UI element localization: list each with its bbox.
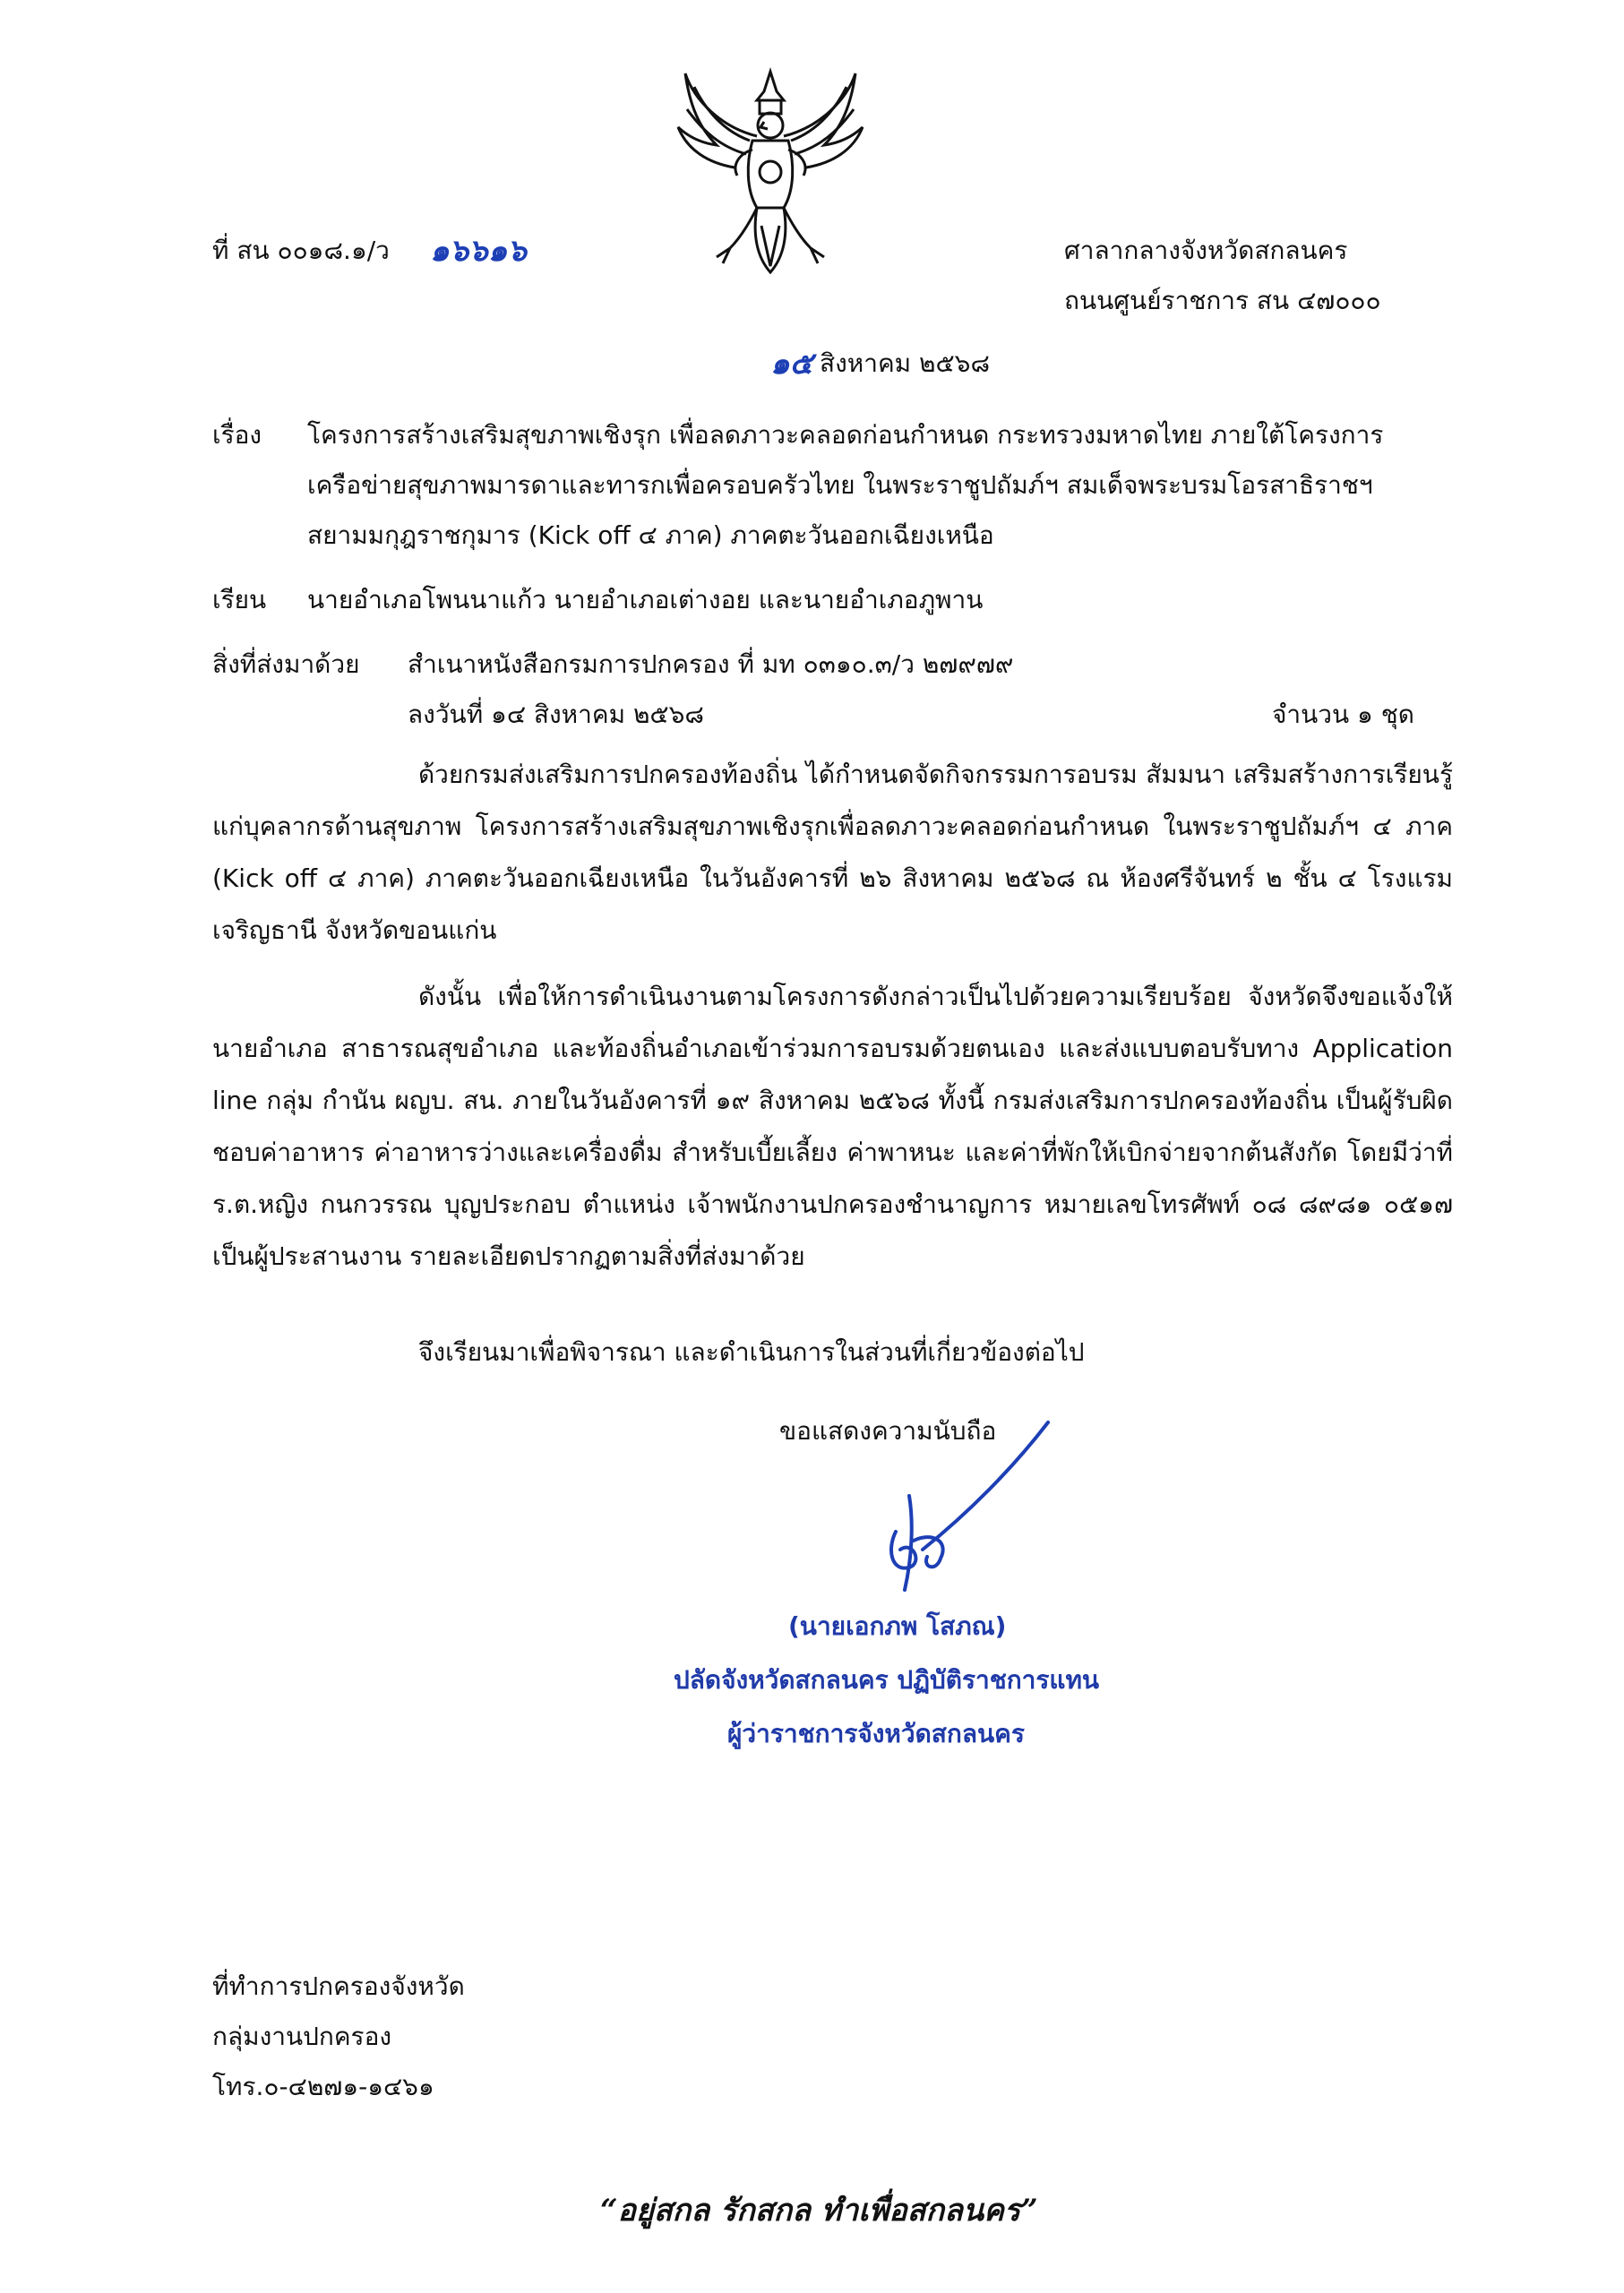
subject-line: เครือข่ายสุขภาพมารดาและทารกเพื่อครอบครัวไทย ในพระราชูปถัมภ์ฯ สมเด็จพระบรมโอรสาธิราชฯ <box>307 470 1373 500</box>
signer-position: ปลัดจังหวัดสกลนคร ปฏิบัติราชการแทน <box>674 1665 1100 1695</box>
signer-position: ผู้ว่าราชการจังหวัดสกลนคร <box>727 1719 1025 1748</box>
footer-slogan: “อยู่สกล รักสกล ทำเพื่อสกลนคร” <box>600 2193 1038 2229</box>
enclosure-quantity: จำนวน ๑ ชุด <box>1272 700 1414 729</box>
handwritten-signature <box>860 1415 1057 1594</box>
date-day-handwritten: ๑๕ <box>770 346 813 382</box>
office-name: ศาลากลางจังหวัดสกลนคร <box>1064 236 1348 265</box>
subject-line: สยามมกุฎราชกุมาร (Kick off ๔ ภาค) ภาคตะวันออกเฉียงเหนือ <box>307 520 994 550</box>
signer-name: (นายเอกภพ โสภณ) <box>788 1611 1007 1641</box>
footer-phone: โทร.๐-๔๒๗๑-๑๔๖๑ <box>212 2072 434 2101</box>
office-address: ถนนศูนย์ราชการ สน ๔๗๐๐๐ <box>1064 286 1381 315</box>
recipient-text: นายอำเภอโพนนาแก้ว นายอำเภอเต่างอย และนายอำเภอภูพาน <box>307 585 984 614</box>
salutation: ขอแสดงความนับถือ <box>779 1416 997 1446</box>
footer-department: กลุ่มงานปกครอง <box>212 2022 392 2051</box>
body-paragraph-2: ดังนั้น เพื่อให้การดำเนินงานตามโครงการดังกล่าวเป็นไปด้วยความเรียบร้อย จังหวัดจึงขอแจ้งให้นายอำเภอ สาธารณสุขอำเภอ และท้องถิ่นอำเภอเข้าร่วมการอบรมด้วยตนเอง และส่งแบบตอบรับทาง Application line กลุ่ม กำนัน ผญบ. สน. ภายในวันอังคารที่ ๑๙ สิงหาคม ๒๕๖๘ ทั้งนี้ กรมส่งเสริมการปกครองท้องถิ่น เป็นผู้รับผิดชอบค่าอาหาร ค่าอาหารว่างและเครื่องดื่ม สำหรับเบี้ยเลี้ยง ค่าพาหนะ และค่าที่พักให้เบิกจ่ายจากต้นสังกัด โดยมีว่าที่ ร.ต.หญิง กนกวรรณ บุญประกอบ ตำแหน่ง เจ้าพนักงานปกครองชำนาญการ หมายเลขโทรศัพท์ ๐๘ ๘๙๘๑ ๐๕๑๗ เป็นผู้ประสานงาน รายละเอียดปรากฏตามสิ่งที่ส่งมาด้วย <box>212 982 1453 1271</box>
enclosure-label: สิ่งที่ส่งมาด้วย <box>212 649 360 679</box>
date-month-year: สิงหาคม ๒๕๖๘ <box>820 348 991 378</box>
enclosure-line: สำเนาหนังสือกรมการปกครอง ที่ มท ๐๓๑๐.๓/ว ๒๗๙๗๙ <box>408 649 1014 679</box>
recipient-label: เรียน <box>212 585 267 614</box>
subject-label: เรื่อง <box>212 420 262 450</box>
enclosure-line: ลงวันที่ ๑๔ สิงหาคม ๒๕๖๘ <box>408 700 704 729</box>
footer-office: ที่ทำการปกครองจังหวัด <box>212 1971 465 2001</box>
reference-number-handwritten: ๑๖๖๑๖ <box>430 233 527 269</box>
closing-request: จึงเรียนมาเพื่อพิจารณา และดำเนินการในส่วนที่เกี่ยวข้องต่อไป <box>418 1337 1085 1367</box>
body-paragraph-1: ด้วยกรมส่งเสริมการปกครองท้องถิ่น ได้กำหนดจัดกิจกรรมการอบรม สัมมนา เสริมสร้างการเรียนรู้แก่บุคลากรด้านสุขภาพ โครงการสร้างเสริมสุขภาพเชิงรุกเพื่อลดภาวะคลอดก่อนกำหนด ในพระราชูปถัมภ์ฯ ๔ ภาค (Kick off ๔ ภาค) ภาคตะวันออกเฉียงเหนือ ในวันอังคารที่ ๒๖ สิงหาคม ๒๕๖๘ ณ ห้องศรีจันทร์ ๒ ชั้น ๔ โรงแรมเจริญธานี จังหวัดขอนแก่น <box>212 760 1453 945</box>
garuda-emblem-icon <box>667 64 873 279</box>
subject-line: โครงการสร้างเสริมสุขภาพเชิงรุก เพื่อลดภาวะคลอดก่อนกำหนด กระทรวงมหาดไทย ภายใต้โครงการ <box>307 420 1384 450</box>
reference-number-prefix: ที่ สน ๐๐๑๘.๑/ว <box>212 236 390 265</box>
